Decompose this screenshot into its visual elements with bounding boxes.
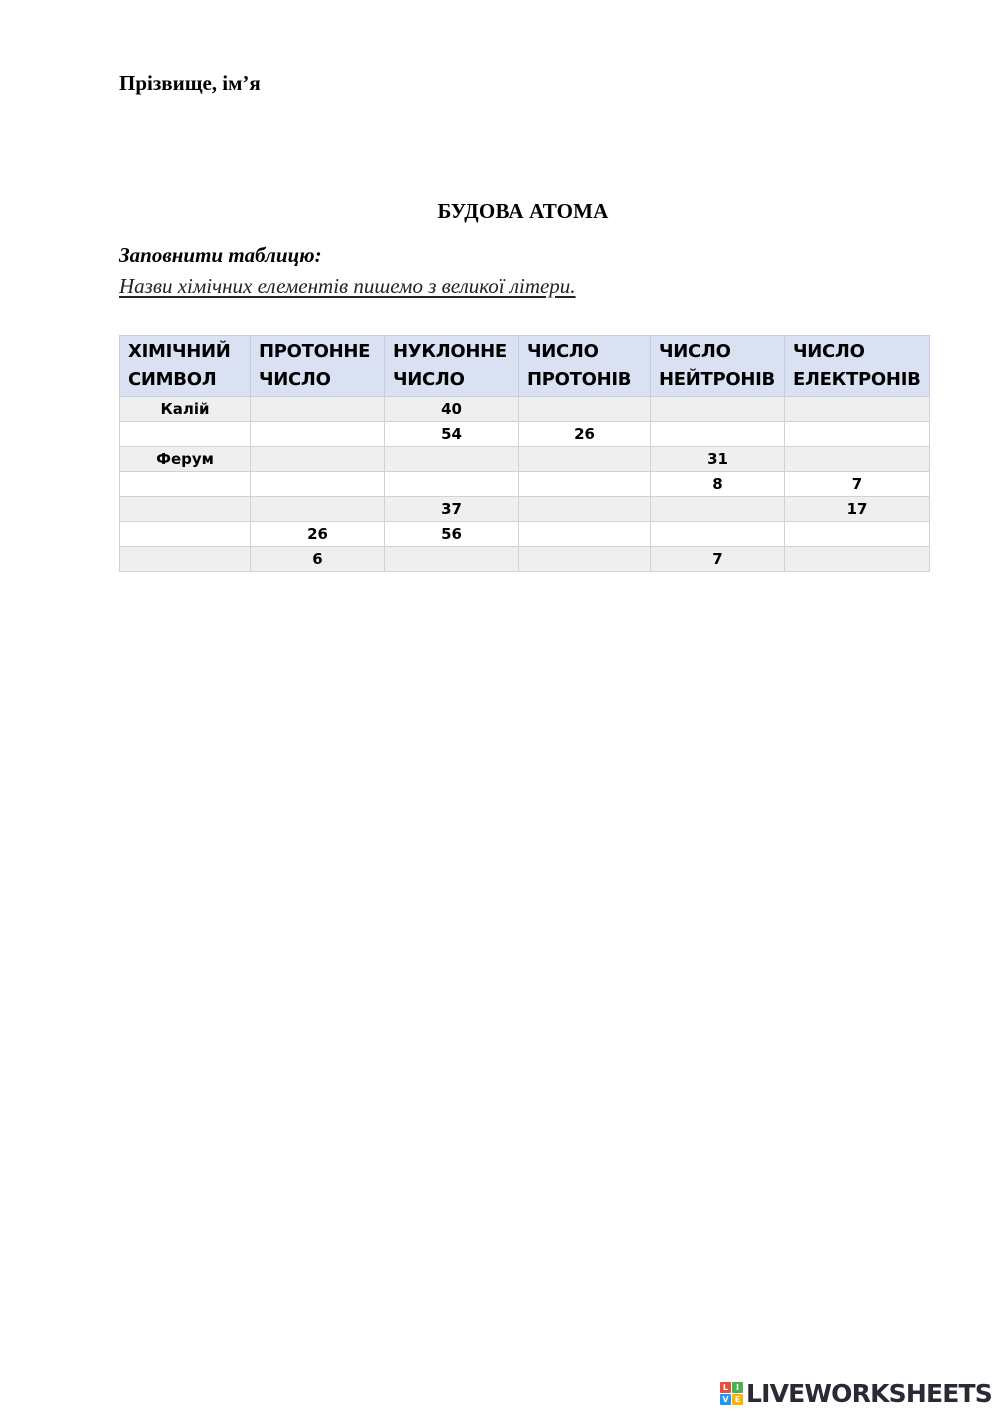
answer-cell[interactable]: 17 xyxy=(785,497,930,522)
answer-cell[interactable]: 40 xyxy=(385,397,519,422)
answer-cell[interactable] xyxy=(785,422,930,447)
answer-cell[interactable] xyxy=(120,422,251,447)
answer-cell[interactable] xyxy=(785,397,930,422)
table-header-row xyxy=(120,336,930,397)
logo-tile-l: L xyxy=(720,1382,731,1393)
table-row xyxy=(120,497,930,522)
answer-cell[interactable]: 56 xyxy=(385,522,519,547)
table-row xyxy=(120,422,930,447)
answer-cell[interactable] xyxy=(785,547,930,572)
answer-cell[interactable] xyxy=(120,547,251,572)
header-chemical-symbol: ХІМІЧНИЙ СИМВОЛ xyxy=(120,336,251,397)
answer-cell[interactable] xyxy=(385,447,519,472)
header-electrons-count: ЧИСЛО ЕЛЕКТРОНІВ xyxy=(785,336,930,397)
answer-cell[interactable]: 7 xyxy=(651,547,785,572)
answer-cell[interactable] xyxy=(120,497,251,522)
header-protons-count: ЧИСЛО ПРОТОНІВ xyxy=(519,336,651,397)
logo-tile-v: V xyxy=(720,1394,731,1405)
answer-cell[interactable] xyxy=(385,547,519,572)
page-title: БУДОВА АТОМА xyxy=(437,199,609,223)
answer-cell[interactable] xyxy=(785,447,930,472)
answer-cell[interactable]: 54 xyxy=(385,422,519,447)
table-row xyxy=(120,472,930,497)
header-proton-number: ПРОТОННЕ ЧИСЛО xyxy=(251,336,385,397)
answer-cell[interactable] xyxy=(120,472,251,497)
atom-structure-table xyxy=(119,335,930,572)
brand-name: LIVEWORKSHEETS xyxy=(745,1379,992,1408)
answer-cell[interactable] xyxy=(519,472,651,497)
answer-cell[interactable] xyxy=(251,447,385,472)
header-nucleon-number: НУКЛОННЕ ЧИСЛО xyxy=(385,336,519,397)
liveworksheets-logo xyxy=(720,1379,992,1408)
answer-cell[interactable] xyxy=(251,422,385,447)
logo-tile-e: E xyxy=(732,1394,743,1405)
liveworksheets-icon xyxy=(720,1382,743,1405)
table-row xyxy=(120,547,930,572)
answer-cell[interactable] xyxy=(385,472,519,497)
header-neutrons-count: ЧИСЛО НЕЙТРОНІВ xyxy=(651,336,785,397)
answer-cell[interactable] xyxy=(651,422,785,447)
answer-cell[interactable] xyxy=(519,547,651,572)
answer-cell[interactable] xyxy=(785,522,930,547)
answer-cell[interactable]: 31 xyxy=(651,447,785,472)
answer-cell[interactable] xyxy=(251,497,385,522)
answer-cell[interactable] xyxy=(519,497,651,522)
answer-cell[interactable] xyxy=(251,397,385,422)
answer-cell[interactable]: 37 xyxy=(385,497,519,522)
table-row xyxy=(120,522,930,547)
answer-cell[interactable] xyxy=(519,447,651,472)
name-label: Прізвище, ім’я xyxy=(119,71,261,95)
answer-cell[interactable]: 7 xyxy=(785,472,930,497)
note-text: Назви хімічних елементів пишемо з великої літери. xyxy=(119,274,576,298)
answer-cell[interactable] xyxy=(519,397,651,422)
answer-cell[interactable]: 8 xyxy=(651,472,785,497)
answer-cell[interactable]: 6 xyxy=(251,547,385,572)
table-row xyxy=(120,397,930,422)
answer-cell[interactable] xyxy=(120,522,251,547)
answer-cell[interactable]: Калій xyxy=(120,397,251,422)
answer-cell[interactable] xyxy=(651,397,785,422)
logo-tile-i: I xyxy=(732,1382,743,1393)
answer-cell[interactable] xyxy=(651,497,785,522)
answer-cell[interactable] xyxy=(519,522,651,547)
answer-cell[interactable] xyxy=(651,522,785,547)
instruction-text: Заповнити таблицю: xyxy=(119,243,322,267)
table-row xyxy=(120,447,930,472)
answer-cell[interactable]: 26 xyxy=(519,422,651,447)
answer-cell[interactable] xyxy=(251,472,385,497)
answer-cell[interactable]: Ферум xyxy=(120,447,251,472)
answer-cell[interactable]: 26 xyxy=(251,522,385,547)
